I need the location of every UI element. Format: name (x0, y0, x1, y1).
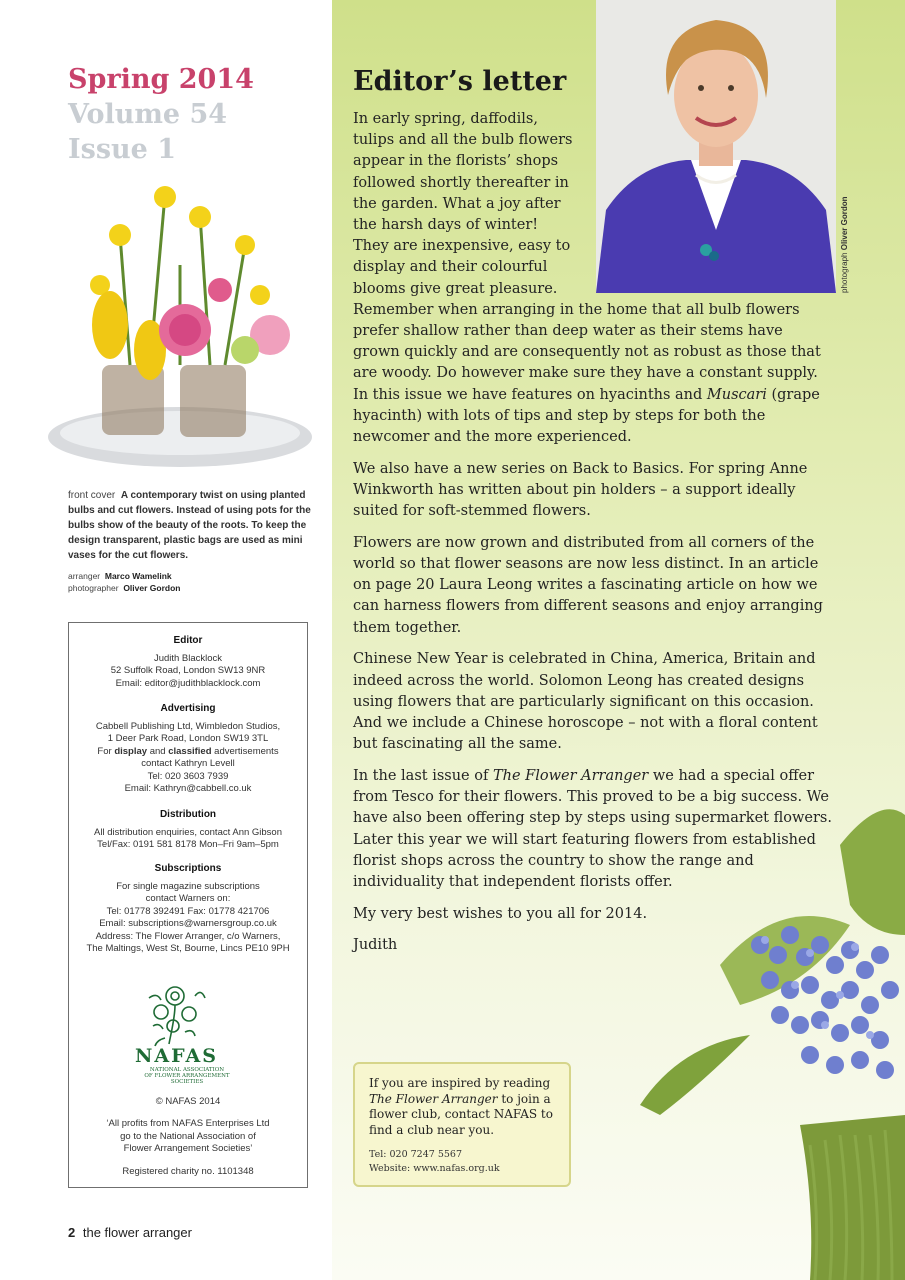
advertising-contact: contact Kathryn Levell Tel: 020 3603 7939 Email: Kathryn@cabbell.co.uk (124, 758, 252, 794)
portrait-credit-name: Oliver Gordon (840, 196, 849, 251)
subscriptions-details: For single magazine subscriptions contact Warners on: Tel: 01778 392491 Fax: 01778 421706 Email: subscriptions@warnersgroup.co.uk Address: The Flower Arranger, c/o Warners, The Maltings, West St, Bourne, Lincs PE10 9PH (86, 880, 290, 954)
join-club-box (353, 1062, 571, 1187)
letter-paragraph-4: Chinese New Year is celebrated in China, America, Britain and indeed across the world. Solomon Leong has created designs using flowers that are particularly significant on this occasion. And we include a Chinese horoscope – not with a floral content but fascinating all the same. (353, 651, 818, 753)
advertising-display: display (114, 745, 148, 757)
join-club-em: The Flower Arranger (369, 1091, 498, 1106)
join-club-text-b: to join a flower club, contact NAFAS to find a club near you. (369, 1091, 553, 1137)
letter-p5-em: The Flower Arranger (492, 767, 649, 784)
advertising-ads: advertisements (214, 745, 279, 757)
arranger-name: Marco Wamelink (104, 571, 172, 581)
letter-paragraph-5 (353, 766, 833, 893)
advertising-and: and (149, 745, 166, 757)
join-club-message (369, 1076, 555, 1138)
editors-letter-body (353, 109, 833, 967)
editor-heading: Editor (173, 635, 203, 646)
editors-letter-title: Editor’s letter (353, 66, 567, 97)
nafas-logo-line1: NATIONAL ASSOCIATION (149, 1067, 225, 1073)
distribution-details: All distribution enquiries, contact Ann Gibson Tel/Fax: 0191 581 8178 Mon–Fri 9am–5pm (94, 826, 282, 850)
advertising-for: For (97, 745, 112, 757)
advertising-classified: classified (168, 745, 212, 757)
issue-season: Spring 2014 (68, 64, 254, 95)
nafas-profits-note: ‘All profits from NAFAS Enterprises Ltd go to the National Association of Flower Arrangement Societies’ (106, 1118, 270, 1154)
cover-caption-label: front cover (68, 490, 116, 501)
portrait-credit (840, 196, 849, 293)
page-folio (68, 1225, 192, 1240)
nafas-logo-line2: OF FLOWER ARRANGEMENT (144, 1073, 230, 1079)
page-number: 2 (68, 1225, 76, 1240)
nafas-copyright: © NAFAS 2014 (155, 1096, 221, 1107)
editor-details: Judith Blacklock 52 Suffolk Road, London SW13 9NR Email: editor@judithblacklock.com (110, 652, 266, 689)
letter-p1b-text: In this issue we have features on hyacinths and (353, 386, 703, 403)
charity-number: Registered charity no. 1101348 (122, 1166, 254, 1177)
join-club-text-a: If you are inspired by reading (369, 1076, 551, 1090)
subscriptions-heading: Subscriptions (154, 863, 222, 874)
issue-volume: Volume 54 (68, 99, 228, 130)
masthead-footer (68, 0, 308, 1280)
magazine-name: the flower arranger (82, 1225, 192, 1240)
nafas-logo-line3: SOCIETIES (170, 1079, 204, 1085)
photographer-label: photographer (68, 583, 119, 593)
letter-p5b-text: we had a special offer from Tesco for their flowers. This proved to be a big success. We have also been offering step by steps using supermarket flowers. Later this year we will start featuring flowers from established florist shops across the country to show the range and individuality that independent florists offer. (353, 767, 832, 890)
letter-paragraph-1b (353, 385, 833, 449)
nafas-logo-name: NAFAS (135, 1045, 218, 1067)
join-club-tel: Tel: 020 7247 5567 (369, 1149, 463, 1160)
letter-paragraph-1: Remember when arranging in the home that all bulb flowers prefer shallow rather than deep water as their stems have grown quickly and are consequently not as robust as those that are woody. Do however make sure they have a constant supply. (353, 301, 821, 382)
advertising-address: Cabbell Publishing Ltd, Wimbledon Studios, 1 Deer Park Road, London SW19 3TL (95, 720, 281, 744)
letter-paragraph-6: My very best wishes to you all for 2014. (353, 905, 648, 922)
letter-signature: Judith (353, 937, 398, 954)
letter-p5a-text: In the last issue of (353, 767, 489, 784)
letter-p1b-em: Muscari (706, 386, 767, 403)
letter-paragraph-2: We also have a new series on Back to Basics. For spring Anne Winkworth has written about pin holders – a support ideally suited for soft-stemmed flowers. (353, 460, 808, 520)
cover-caption-text: A contemporary twist on using planted bulbs and cut flowers. Instead of using pots for the bulbs show of the beauty of the roots. To keep the design transparent, plastic bags are used as mini vases for the cut flowers. (68, 490, 311, 561)
letter-intro: In early spring, daffodils, tulips and all the bulb flowers appear in the florists’ shops followed shortly thereafter in the garden. What a joy after the harsh days of winter! They are inexpensive, easy to display and their colourful blooms give great pleasure. (353, 111, 573, 297)
arranger-label: arranger (68, 571, 101, 581)
letter-p1c-text: (grape hyacinth) with lots of tips and step by steps for both the newcomer and the more experienced. (353, 386, 820, 446)
letter-paragraph-3: Flowers are now grown and distributed from all corners of the world so that flower seasons are now less distinct. In an article on page 20 Laura Leong writes a fascinating article on how we can harness flowers from different seasons and enjoy arranging them together. (353, 534, 823, 636)
issue-number: Issue 1 (68, 134, 177, 165)
portrait-credit-label: photograph (840, 252, 849, 293)
distribution-heading: Distribution (159, 809, 217, 820)
photographer-name: Oliver Gordon (123, 583, 181, 593)
advertising-heading: Advertising (160, 703, 216, 714)
join-club-website: Website: www.nafas.org.uk (369, 1163, 500, 1174)
